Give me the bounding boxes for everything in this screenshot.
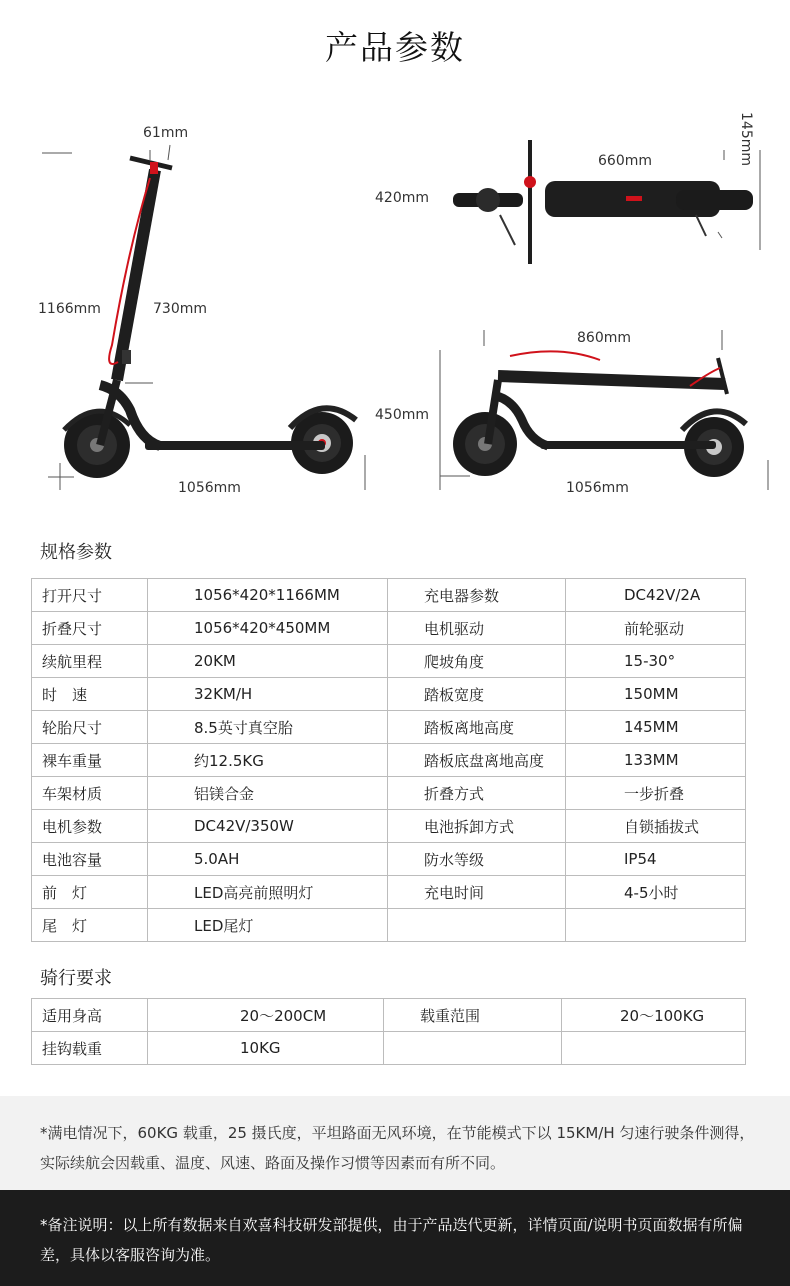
spec-label-cell: 轮胎尺寸 (32, 711, 148, 744)
spec-section-title: 规格参数 (40, 542, 112, 563)
spec-value-cell: DC42V/2A (566, 579, 746, 612)
dim-folded-length: 860mm (577, 330, 631, 346)
ride-row (32, 1032, 746, 1065)
dim-folded-wheelbase: 1056mm (566, 480, 629, 496)
spec-value-cell: 133MM (566, 744, 746, 777)
spec-label-cell: 电机参数 (32, 810, 148, 843)
dim-folded-height: 450mm (375, 407, 429, 423)
spec-value-cell: 一步折叠 (566, 777, 746, 810)
spec-value-cell: 约12.5KG (148, 744, 388, 777)
spec-row (32, 810, 746, 843)
spec-row (32, 876, 746, 909)
spec-label-cell: 折叠尺寸 (32, 612, 148, 645)
spec-row (32, 612, 746, 645)
spec-row (32, 645, 746, 678)
spec-value-cell: 15-30° (566, 645, 746, 678)
scooter-folded-view (440, 330, 768, 490)
spec-label-cell (384, 1032, 562, 1065)
test-condition-text: *满电情况下，60KG 载重，25 摄氏度，平坦路面无风环境，在节能模式下以 15KM/H 匀速行驶条件测得，实际续航会因载重、温度、风速、路面及操作习惯等因素而有所不同。 (40, 1124, 755, 1172)
spec-label-cell: 踏板底盘离地高度 (388, 744, 566, 777)
spec-label-cell: 车架材质 (32, 777, 148, 810)
spec-value-cell: IP54 (566, 843, 746, 876)
spec-value-cell: LED尾灯 (148, 909, 388, 942)
spec-value-cell: 5.0AH (148, 843, 388, 876)
spec-row (32, 711, 746, 744)
spec-row (32, 909, 746, 942)
dim-handle-width: 61mm (143, 125, 189, 141)
spec-label-cell: 充电器参数 (388, 579, 566, 612)
spec-label-cell: 裸车重量 (32, 744, 148, 777)
remark-footer (0, 1190, 790, 1286)
spec-label-cell: 爬坡角度 (388, 645, 566, 678)
spec-value-cell (562, 1032, 746, 1065)
spec-value-cell: 1056*420*1166MM (148, 579, 388, 612)
spec-label-cell: 踏板宽度 (388, 678, 566, 711)
scooter-open-side-view (42, 145, 365, 490)
spec-label-cell: 电池容量 (32, 843, 148, 876)
ride-section-title: 骑行要求 (40, 968, 112, 989)
dim-deck-length: 660mm (598, 153, 652, 169)
spec-label-cell: 电池拆卸方式 (388, 810, 566, 843)
spec-label-cell: 电机驱动 (388, 612, 566, 645)
dim-stem-length: 730mm (153, 301, 207, 317)
spec-row (32, 579, 746, 612)
spec-value-cell: 150MM (566, 678, 746, 711)
spec-value-cell: 8.5英寸真空胎 (148, 711, 388, 744)
dim-width: 420mm (375, 190, 429, 206)
spec-value-cell: 4-5小时 (566, 876, 746, 909)
spec-row (32, 744, 746, 777)
dim-clearance: 145mm (738, 112, 754, 166)
spec-label-cell: 踏板离地高度 (388, 711, 566, 744)
spec-label-cell: 尾 灯 (32, 909, 148, 942)
spec-value-cell (566, 909, 746, 942)
spec-label-cell: 充电时间 (388, 876, 566, 909)
spec-value-cell: 20KM (148, 645, 388, 678)
spec-label-cell: 前 灯 (32, 876, 148, 909)
test-condition-note (0, 1096, 790, 1190)
ride-table (31, 998, 746, 1065)
spec-row (32, 777, 746, 810)
spec-label-cell: 打开尺寸 (32, 579, 148, 612)
scooter-illustrations (0, 90, 790, 510)
spec-value-cell: 铝镁合金 (148, 777, 388, 810)
spec-label-cell: 续航里程 (32, 645, 148, 678)
spec-value-cell: 10KG (148, 1032, 384, 1065)
spec-label-cell: 挂钩载重 (32, 1032, 148, 1065)
spec-value-cell: 145MM (566, 711, 746, 744)
spec-value-cell: 前轮驱动 (566, 612, 746, 645)
spec-label-cell: 载重范围 (384, 999, 562, 1032)
spec-label-cell (388, 909, 566, 942)
spec-value-cell: 自锁插拔式 (566, 810, 746, 843)
spec-value-cell: 1056*420*450MM (148, 612, 388, 645)
page-title: 产品参数 (325, 28, 465, 67)
spec-value-cell: 20～100KG (562, 999, 746, 1032)
spec-label-cell: 时 速 (32, 678, 148, 711)
spec-row (32, 678, 746, 711)
dim-open-height: 1166mm (38, 301, 101, 317)
spec-value-cell: 32KM/H (148, 678, 388, 711)
remark-text: *备注说明：以上所有数据来自欢喜科技研发部提供，由于产品迭代更新，详情页面/说明书页面数据有所偏差，具体以客服咨询为准。 (40, 1216, 743, 1264)
spec-row (32, 843, 746, 876)
spec-label-cell: 折叠方式 (388, 777, 566, 810)
spec-label-cell: 适用身高 (32, 999, 148, 1032)
spec-value-cell: 20～200CM (148, 999, 384, 1032)
ride-row (32, 999, 746, 1032)
spec-value-cell: LED高亮前照明灯 (148, 876, 388, 909)
spec-value-cell: DC42V/350W (148, 810, 388, 843)
spec-table (31, 578, 746, 942)
spec-label-cell: 防水等级 (388, 843, 566, 876)
dim-open-length: 1056mm (178, 480, 241, 496)
